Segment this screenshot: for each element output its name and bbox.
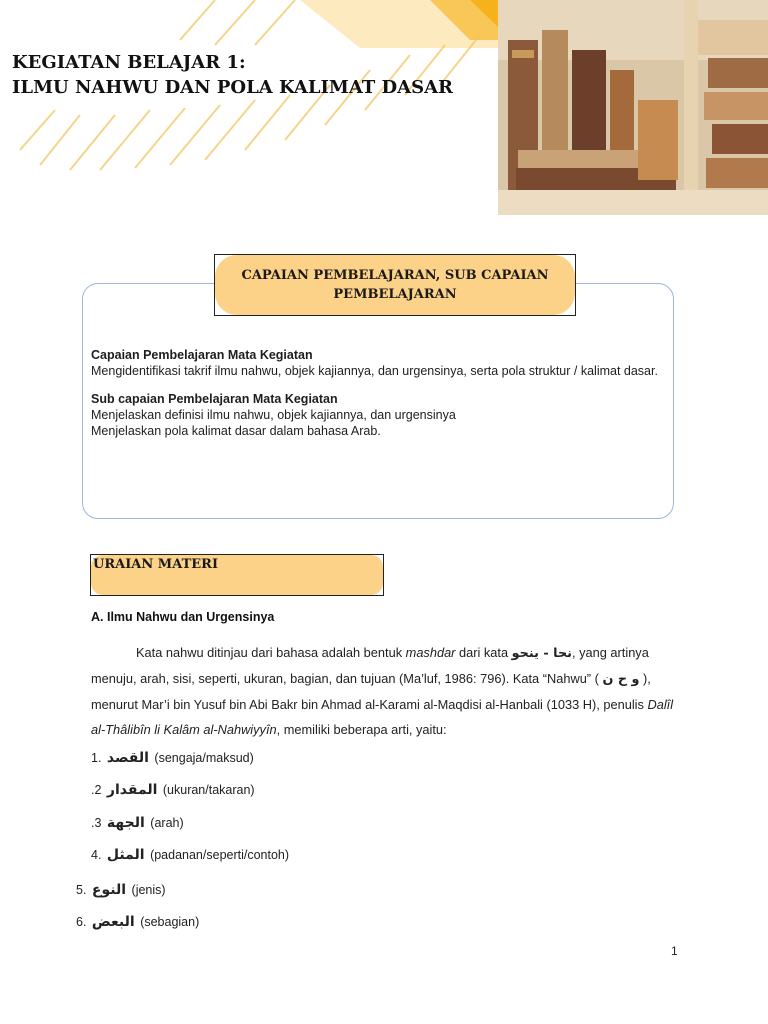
para-italic: mashdar bbox=[405, 645, 456, 660]
list-number: 5. bbox=[76, 883, 87, 897]
capaian-heading: CAPAIAN PEMBELAJARAN, SUB CAPAIAN PEMBELAJARAN bbox=[215, 255, 575, 315]
list-meaning: (arah) bbox=[150, 816, 184, 830]
arabic-term: المقدار bbox=[106, 782, 158, 798]
arabic-term: القصد bbox=[106, 750, 149, 766]
arabic-word: نحا - ينحو bbox=[511, 646, 572, 661]
list-meaning: (sebagian) bbox=[140, 915, 200, 929]
arabic-term: النوع bbox=[91, 882, 127, 898]
section-heading: A. Ilmu Nahwu dan Urgensinya bbox=[91, 610, 275, 624]
list-number: .2 bbox=[91, 783, 102, 797]
sub-cp-item: Menjelaskan definisi ilmu nahwu, objek kajiannya, dan urgensinya bbox=[91, 408, 456, 422]
list-meaning: (padanan/seperti/contoh) bbox=[150, 848, 290, 862]
list-number: 4. bbox=[91, 848, 102, 862]
arabic-term: الجهة bbox=[106, 815, 145, 831]
title-line-1: KEGIATAN BELAJAR 1: bbox=[12, 52, 246, 73]
para-text: , yang artinya menuju, arah, sisi, seperti, ukuran, bagian, dan tujuan (Ma’luf, 1986: 796). Kata “Nahwu” ( bbox=[91, 645, 649, 686]
list-item bbox=[91, 815, 184, 831]
header-banner bbox=[0, 0, 768, 215]
uraian-materi-box bbox=[90, 554, 384, 596]
list-meaning: (jenis) bbox=[131, 883, 166, 897]
capaian-content bbox=[91, 347, 731, 439]
para-text: ), menurut Mar’i bin Yusuf bin Abi Bakr bin Ahmad al-Karami al-Maqdisi al-Hanbali (1033 H), penulis bbox=[91, 671, 651, 712]
title-line-2: ILMU NAHWU DAN POLA KALIMAT DASAR bbox=[12, 77, 453, 98]
arabic-term: المثل bbox=[106, 847, 145, 863]
page-title bbox=[12, 50, 453, 100]
list-item bbox=[76, 882, 166, 898]
para-text: Kata nahwu ditinjau dari bahasa adalah bentuk bbox=[136, 645, 406, 660]
cp-heading: Capaian Pembelajaran Mata Kegiatan bbox=[91, 348, 313, 362]
list-item bbox=[91, 847, 289, 863]
arabic-term: البعض bbox=[91, 914, 135, 930]
list-meaning: (ukuran/takaran) bbox=[162, 783, 255, 797]
para-text: dari kata bbox=[455, 645, 512, 660]
list-number: .3 bbox=[91, 816, 102, 830]
sub-cp-item: Menjelaskan pola kalimat dasar dalam bahasa Arab. bbox=[91, 424, 381, 438]
list-number: 6. bbox=[76, 915, 87, 929]
book-title: Dalîl al-Thâlibîn li Kalâm al-Nahwiyyîn bbox=[91, 697, 674, 737]
books-image bbox=[498, 0, 768, 215]
body-paragraph bbox=[91, 640, 681, 742]
uraian-materi-label: URAIAN MATERI bbox=[91, 555, 383, 595]
sub-cp-heading: Sub capaian Pembelajaran Mata Kegiatan bbox=[91, 392, 338, 406]
cp-text: Mengidentifikasi takrif ilmu nahwu, objek kajiannya, dan urgensinya, serta pola struktur / kalimat dasar. bbox=[91, 364, 658, 378]
list-item bbox=[91, 782, 255, 798]
list-item bbox=[76, 914, 199, 930]
capaian-heading-box bbox=[214, 254, 576, 316]
list-item bbox=[91, 750, 254, 766]
arabic-word: و ح ن bbox=[602, 672, 640, 687]
page-number: 1 bbox=[671, 944, 678, 958]
para-text: , memiliki beberapa arti, yaitu: bbox=[276, 722, 447, 737]
list-meaning: (sengaja/maksud) bbox=[154, 751, 254, 765]
list-number: 1. bbox=[91, 751, 102, 765]
